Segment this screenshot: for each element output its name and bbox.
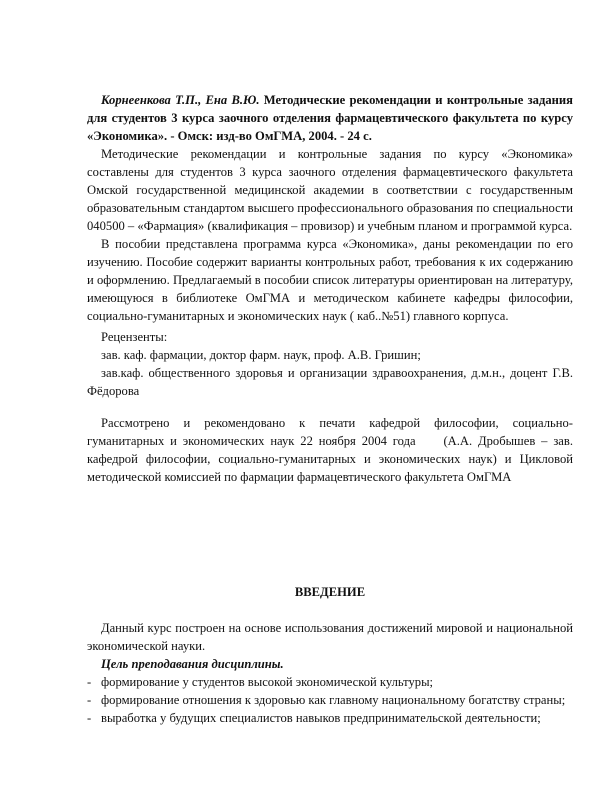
reviewer-1: зав. каф. фармации, доктор фарм. наук, проф. А.В. Гришин; (101, 348, 421, 362)
approval-text-part-2: (А.А. Дробышев – зав. кафедрой философии, социально-гуманитарных и экономических наук) и Цикловой методической комиссией по фармации фармацевтического факультета ОмГМА (87, 434, 573, 484)
reviewers-heading: Рецензенты: (101, 330, 168, 344)
approval-text-part-1: Рассмотрено и рекомендовано к печати кафедрой философии, социально-гуманитарных и экономических наук 22 ноября 2004 года (87, 416, 573, 448)
reviewer-2: зав.каф. общественного здоровья и организации здравоохранения, д.м.н., доцент Г.В. Фёдорова (87, 366, 573, 398)
bibliographic-citation (87, 91, 573, 145)
abstract-paragraph-1: Методические рекомендации и контрольные задания по курсу «Экономика» составлены для студентов 3 курса заочного отделения фармацевтического факультета Омской государственной медицинской академии в соответствии с государственным образовательным стандартом высшего профессионального образования по специальности 040500 – «Фармация» (квалификация – провизор) и учебным планом и программой курса. (87, 147, 573, 233)
intro-paragraph: Данный курс построен на основе использования достижений мировой и национальной экономической науки. (87, 621, 573, 653)
citation-text: Методические рекомендации и контрольные задания для студентов 3 курса заочного отделения фармацевтического факультета по курсу «Экономика». - Омск: изд-во ОмГМА, 2004. - 24 с. (87, 93, 573, 143)
approval-note (87, 414, 573, 486)
citation-authors: Корнеенкова Т.П., Ена В.Ю. (101, 93, 260, 107)
section-title: ВВЕДЕНИЕ (294, 585, 366, 599)
goal-heading: Цель преподавания дисциплины. (101, 657, 284, 671)
goals-list (87, 673, 573, 727)
list-item: - выработка у будущих специалистов навыков предпринимательской деятельности; (87, 711, 541, 725)
abstract-paragraph-2: В пособии представлена программа курса «Экономика», даны рекомендации по его изучению. Пособие содержит варианты контрольных работ, требования к их содержанию и оформлению. Предлагаемый в пособии список литературы ориентирован на литературу, имеющуюся в библиотеке ОмГМА и методическом кабинете кафедры философии, социально-гуманитарных и экономических наук ( каб..№51) главного корпуса. (87, 237, 573, 323)
list-item: - формирование отношения к здоровью как главному национальному богатству страны; (87, 693, 566, 707)
list-item: - формирование у студентов высокой экономической культуры; (87, 675, 434, 689)
